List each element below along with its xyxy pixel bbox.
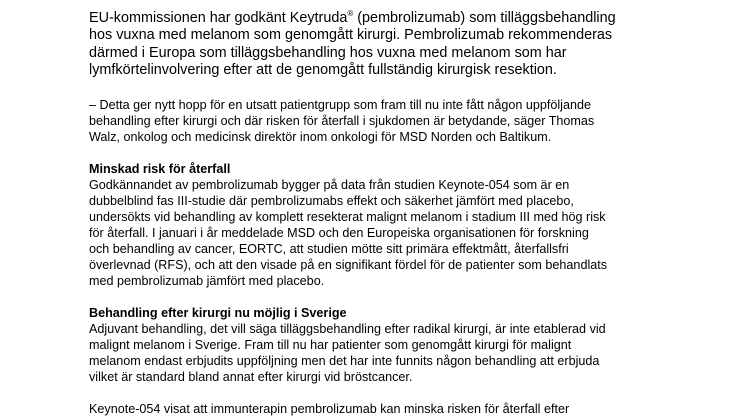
section-treatment-after-surgery (89, 305, 649, 385)
section-line: överlevnad (RFS), och att den visade på en signifikant fördel för de patienter som behandlats (89, 257, 608, 272)
section-heading: Behandling efter kirurgi nu möjlig i Sverige (89, 305, 347, 320)
document-page (89, 10, 649, 417)
section-line: med pembrolizumab jämfört med placebo. (89, 273, 325, 288)
spacer (89, 80, 649, 97)
section-reduced-relapse-risk (89, 161, 649, 289)
lead-line: lymfkörtelinvolvering efter att de genomgått fullständig kirurgisk resektion. (89, 62, 557, 79)
section-line: undersökts vid behandling av komplett resekterat malignt melanom i stadium III med hög risk (89, 209, 606, 224)
section-line: malignt melanom i Sverige. Fram till nu har patienter som genomgått kirurgi för malignt (89, 337, 572, 352)
section-heading: Minskad risk för återfall (89, 161, 231, 176)
spacer (89, 145, 649, 161)
quote-line: – Detta ger nytt hopp för en utsatt patientgrupp som fram till nu inte fått någon uppföljande (89, 97, 591, 112)
quote-line: behandling efter kirurgi och där risken för återfall i sjukdomen är betydande, säger Thomas (89, 113, 595, 128)
lead-text-after-trademark: (pembrolizumab) som tilläggsbehandling (353, 10, 616, 26)
section-line: dubbelblind fas III-studie där pembrolizumabs effekt och säkerhet jämfört med placebo, (89, 193, 574, 208)
lead-paragraph (89, 10, 649, 80)
quote-line: Walz, onkolog och medicinsk direktör inom onkologi för MSD Norden och Baltikum. (89, 129, 552, 144)
lead-line: hos vuxna med melanom som genomgått kirurgi. Pembrolizumab rekommenderas (89, 27, 613, 44)
section-line: för återfall. I januari i år meddelade MSD och den Europeiska organisationen för forskning (89, 225, 589, 240)
lead-line: därmed i Europa som tilläggsbehandling hos vuxna med melanom som har (89, 44, 567, 61)
trailing-partial-line: Keynote-054 visat att immunterapin pembrolizumab kan minska risken för återfall efter (89, 401, 570, 416)
lead-line (89, 10, 649, 27)
spacer (89, 289, 649, 305)
section-line: Godkännandet av pembrolizumab bygger på data från studien Keynote-054 som är en (89, 177, 570, 192)
spacer (89, 385, 649, 401)
section-line: och behandling av cancer, EORTC, att studien mötte sitt primära effektmått, återfallsfri (89, 241, 569, 256)
section-line: melanom endast erbjudits uppföljning men det har inte funnits någon behandling att erbjuda (89, 353, 600, 368)
quote-paragraph (89, 97, 649, 145)
trademark-symbol: ® (347, 9, 354, 19)
section-line: vilket är standard bland annat efter kirurgi vid bröstcancer. (89, 369, 413, 384)
section-line: Adjuvant behandling, det vill säga tilläggsbehandling efter radikal kirurgi, är inte etablerad vid (89, 321, 606, 336)
lead-text-before-trademark: EU-kommissionen har godkänt Keytruda (89, 10, 348, 26)
